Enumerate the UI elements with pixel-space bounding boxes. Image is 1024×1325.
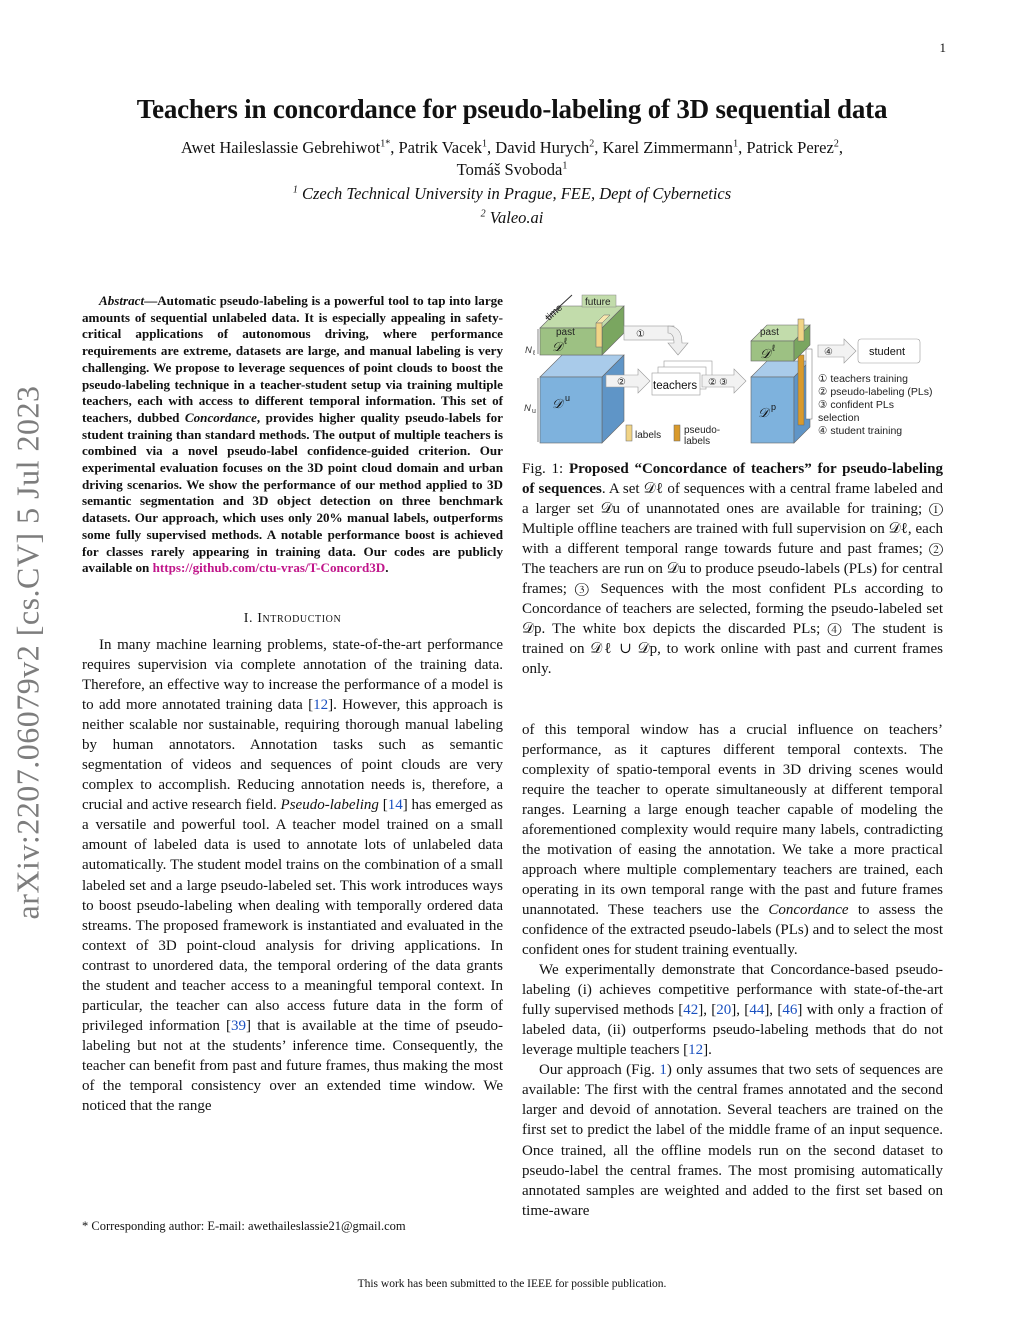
paper-title: Teachers in concordance for pseudo-labeling of 3D sequential data: [136, 94, 888, 124]
citation-link[interactable]: 42: [683, 1002, 699, 1019]
abstract-text: Automatic pseudo-labeling is a powerful tool to tap into large amounts of sequential unlabeled data. It is especially appealing in safety-critical applications of autonomous driving, where performance requirements are extreme, datasets are large, and manual labeling is very challenging. We propose to leverage sequences of point clouds to boost the pseudo-labeling technique in a teacher-student setup via training multiple teachers, each with access to different temporal information. This set of teachers, dubbed: [82, 293, 503, 425]
text-run: [: [378, 797, 388, 814]
citation-link[interactable]: 12: [688, 1042, 704, 1059]
step1-label: ①: [636, 329, 645, 340]
footnote: * Corresponding author: E-mail: awethaileslassie21@gmail.com: [82, 1219, 406, 1233]
figure-1-diagram: [522, 293, 943, 451]
text-run: We experimentally demonstrate that Concordance-based pseudo-labeling (i) achieves competitive performance with state-of-the-art fully supervised methods [: [522, 962, 943, 1019]
page-footer: This work has been submitted to the IEEE for possible publication.: [357, 1278, 667, 1290]
left-column: [82, 293, 503, 1116]
text-run: ] has emerged as a versatile and powerful tool. A teacher model trained on a small amount of labeled data is used to annotate lots of unlabeled data automatically. The student model trains on the combination of a small labeled set and a large pseudo-labeled set. This work introduces ways to boost pseudo-labeling when dealing with temporally ordered data streams. The proposed framework is instantiated and evaluated in the context of 3D point-cloud analysis for driving applications. In contrast to unordered data, the temporal ordering of the data grants the student and teacher access to a meaningful temporal context. In particular, the teacher can also access future data in the form of privileged information [: [82, 797, 503, 1034]
text-run: ].: [703, 1042, 712, 1059]
author-affil-sup: 1: [562, 160, 568, 172]
author-affil-sup: 2: [589, 138, 595, 150]
author-list: [60, 137, 964, 181]
text-run: ] with only a fraction of labeled data, (ii) outperforms pseudo-labeling methods that do not leverage multiple teachers [: [522, 1002, 943, 1059]
caption-bold: Proposed “Concordance of teachers” for pseudo-labeling of sequences: [522, 461, 944, 498]
dp-symbol: 𝒟: [758, 405, 769, 420]
affiliation-sup: 1: [292, 184, 298, 196]
affiliation-sup: 2: [480, 208, 486, 220]
time-label: time: [543, 302, 566, 324]
arxiv-stamp-text: arXiv:2207.06079v2 [cs.CV] 5 Jul 2023: [9, 385, 46, 920]
affiliation-text: Czech Technical University in Prague, FEE, Dept of Cybernetics: [301, 184, 732, 203]
citation-link[interactable]: 39: [231, 1017, 247, 1034]
legend-step: ① teachers training: [818, 373, 908, 385]
n-u-label: N: [524, 403, 531, 414]
dl-sup-left: ℓ: [564, 336, 567, 346]
author-name: , Patrick Perez: [738, 138, 834, 157]
text-run: ], [: [764, 1002, 783, 1019]
caption-text: . A set 𝒟ℓ of sequences with a central frame labeled and a larger set 𝒟u of unannotated ones are available for training; ① Multiple offline teachers are trained with full supervision on 𝒟ℓ, each with a different temporal range towards future and past frames; ② The teachers are run on 𝒟u to produce pseudo-labels (PLs) for central frames; ③ Sequences with the most confident PLs according to Concordance of teachers are selected, forming the pseudo-labeled set 𝒟p. The white box depicts the discarded PLs; ④ The student is trained on 𝒟ℓ ∪ 𝒟p, to work online with past and current frames only.: [522, 481, 943, 678]
abstract-text: , provides higher quality pseudo-labels for student training than standard methods. The output of multiple teachers is combined via a novel pseudo-label confidence-guided criterion. Our experimental evaluation focuses on the 3D point cloud domain and urban driving scenarios. We show the performance of our method applied to 3D semantic segmentation and 3D object detection on three benchmark datasets. Our approach, which uses only 20% manual labels, outperforms some fully supervised methods. A notable performance boost is achieved for classes rarely appearing in training data. Our codes are publicly available on: [82, 409, 503, 576]
intro-paragraph: [522, 1060, 943, 1220]
text-run: ) only assumes that two sets of sequences are available: The first with the central frames annotated and the second larger and devoid of annotation. Several teachers are trained on the first set to predict the label of the middle frame of an input sequence. Once trained, all the offline models run on the second dataset to pseudo-label the central frames. The most promising automatically annotated samples are weighted and added to the first set based on time-aware: [522, 1062, 943, 1219]
author-sep: ,: [838, 138, 843, 157]
legend-step: selection: [818, 412, 860, 424]
pseudo-labeling-term: Pseudo-labeling: [280, 797, 379, 814]
author-affil-sup: 1: [482, 138, 488, 150]
paper-header: [60, 94, 964, 229]
arxiv-stamp: [2, 375, 54, 930]
n-u-sub: u: [532, 408, 536, 415]
author-affil-sup: 1: [733, 138, 739, 150]
right-column: [522, 293, 943, 1221]
text-run: ], [: [731, 1002, 750, 1019]
dl-symbol-left: 𝒟: [552, 339, 563, 354]
student-label: student: [869, 346, 906, 358]
caption-label: Fig. 1:: [522, 461, 569, 477]
label-slab-right: [798, 319, 804, 341]
figure-1: [522, 293, 943, 451]
n-l-sub: ℓ: [533, 350, 536, 357]
author-name: , Patrik Vacek: [390, 138, 483, 157]
citation-link[interactable]: 12: [313, 697, 329, 714]
legend-step: ② pseudo-labeling (PLs): [818, 386, 933, 398]
labels-text: labels: [635, 430, 662, 441]
du-sup: u: [565, 393, 571, 403]
step4-label: ④: [824, 347, 833, 358]
citation-link[interactable]: 44: [749, 1002, 765, 1019]
legend-step: ④ student training: [818, 425, 903, 437]
du-front-face: [540, 377, 602, 443]
author-affil-sup: 1*: [380, 138, 391, 150]
concordance-term: Concordance: [768, 901, 849, 918]
past-label-left: past: [556, 327, 575, 338]
section-title: Introduction: [257, 610, 342, 626]
discarded-pl-slab: [806, 349, 812, 419]
pseudo-labels-text: pseudo-: [684, 425, 721, 436]
abstract-label: Abstract: [99, 293, 145, 308]
right-body: [522, 720, 943, 1221]
text-run: ], [: [698, 1002, 717, 1019]
dp-sup: p: [771, 402, 777, 412]
future-label: future: [585, 297, 611, 308]
citation-link[interactable]: 46: [782, 1002, 798, 1019]
author-name: Awet Haileslassie Gebrehiwot: [181, 138, 381, 157]
text-run: to assess the confidence of the extracted pseudo-labels (PLs) and to select the most confident ones for student training eventually.: [522, 901, 943, 959]
intro-paragraph: [522, 720, 943, 961]
pseudo-labels-text: labels: [684, 436, 711, 447]
past-label-right: past: [760, 327, 779, 338]
author-name: , Karel Zimmermann: [594, 138, 734, 157]
citation-link[interactable]: 14: [387, 797, 403, 814]
pseudo-labels-swatch: [674, 425, 680, 441]
legend-step: ③ confident PLs: [818, 399, 894, 411]
section-heading: [82, 611, 503, 627]
step2-label: ②: [617, 377, 626, 388]
dl-sup-right: ℓ: [772, 343, 775, 353]
section-number: I.: [243, 610, 254, 626]
step23-label: ② ③: [708, 377, 728, 388]
pseudo-label-slab: [798, 355, 804, 425]
author-affil-sup: 2: [833, 138, 839, 150]
affiliation: [60, 207, 964, 229]
figure-ref-link[interactable]: 1: [659, 1062, 667, 1079]
abstract-dash: —: [144, 293, 158, 308]
step1-arrow-head: [668, 326, 688, 355]
abstract: [82, 293, 503, 577]
text-run: ]. However, this approach is neither scalable nor sustainable, requiring thorough manual labeling by human annotators. Annotation tasks such as semantic segmentation of videos and sequences of point clouds are very complex to accomplish. Reducing annotation needs is, therefore, a crucial and active research field.: [82, 697, 503, 814]
text-run: ] that is available at the time of pseudo-labeling but not at the students’ inference time. Consequently, the teacher can benefit from past and future frames, thus making the most of the temporal consistency over an extended time window. We noticed that the range: [82, 1017, 503, 1115]
text-run: In many machine learning problems, state-of-the-art performance requires supervision via complete annotation of the training data. Therefore, an effective way to increase the performance of a model is to add more annotated training data [: [82, 636, 503, 714]
abstract-end: .: [385, 560, 389, 576]
text-run: of this temporal window has a crucial influence on teachers’ performance, as it captures different temporal contexts. The complexity of spatio-temporal events in 3D driving scenes would require the teacher to operate simultaneously at different temporal ranges. Learning a large enough teacher capable of modeling the aforementioned complexity would require many labels, contradicting the motivation of easing the annotation. We take a more practical approach where multiple complementary teachers are trained, each operating in its own temporal range with the past and future frames unannotated. These teachers use the: [522, 721, 943, 918]
step1-arrow-body: [624, 326, 674, 340]
page-number: 1: [939, 40, 946, 55]
author-name: , David Hurych: [487, 138, 590, 157]
author-name: Tomáš Svoboda: [456, 160, 563, 179]
teachers-label: teachers: [653, 380, 698, 392]
citation-link[interactable]: 20: [716, 1002, 732, 1019]
labels-swatch: [626, 425, 632, 441]
figure-caption: [522, 459, 943, 680]
dl-symbol-right: 𝒟: [760, 346, 771, 361]
code-link[interactable]: https://github.com/ctu-vras/T-Concord3D: [152, 560, 386, 576]
n-l-label: N: [525, 345, 532, 356]
affiliation: [60, 183, 964, 205]
abstract-concordance: Concordance: [184, 409, 257, 425]
du-symbol: 𝒟: [552, 396, 563, 411]
label-slab: [596, 323, 602, 347]
affiliation-text: Valeo.ai: [489, 208, 544, 227]
intro-paragraph: [522, 960, 943, 1060]
text-run: Our approach (Fig.: [539, 1062, 660, 1079]
intro-paragraph: [82, 635, 503, 1116]
